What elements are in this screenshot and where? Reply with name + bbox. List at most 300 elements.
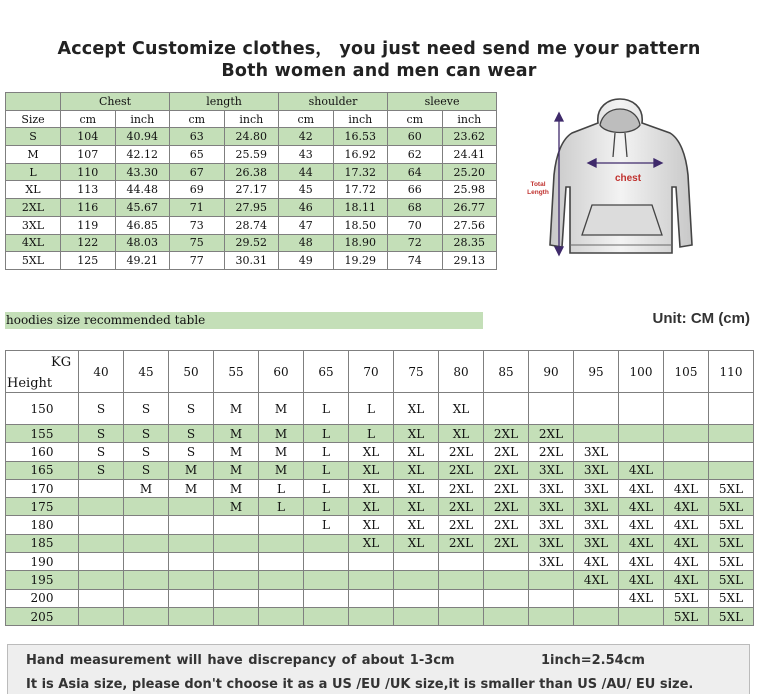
height-cell: 165	[6, 461, 79, 479]
total-length-label-2: Length	[527, 189, 549, 196]
unit-header: cm	[388, 110, 443, 128]
size-cell: XL	[394, 479, 439, 497]
unit-header: cm	[170, 110, 225, 128]
size-value-cell: 16.92	[333, 146, 388, 164]
size-cell: 2XL	[439, 498, 484, 516]
size-cell: 3XL	[529, 479, 574, 497]
hoodie-diagram	[520, 95, 735, 275]
size-cell: XL	[349, 516, 394, 534]
size-cell	[214, 553, 259, 571]
size-table-row	[6, 216, 497, 234]
size-cell	[169, 553, 214, 571]
size-name-cell: M	[6, 146, 61, 164]
size-value-cell: 62	[388, 146, 443, 164]
size-cell: XL	[394, 516, 439, 534]
size-cell	[439, 607, 484, 625]
size-cell: 5XL	[709, 553, 754, 571]
size-cell: XL	[394, 534, 439, 552]
size-cell	[304, 571, 349, 589]
size-cell	[439, 553, 484, 571]
size-cell	[619, 443, 664, 461]
size-cell: 4XL	[619, 516, 664, 534]
size-cell: 5XL	[709, 571, 754, 589]
size-cell: S	[124, 393, 169, 425]
size-table-corner	[6, 93, 61, 111]
size-cell	[349, 607, 394, 625]
size-cell: 4XL	[664, 479, 709, 497]
size-cell: 3XL	[529, 498, 574, 516]
size-value-cell: 49	[279, 252, 334, 270]
weight-header: 110	[709, 351, 754, 393]
size-value-cell: 48	[279, 234, 334, 252]
size-cell: XL	[349, 479, 394, 497]
size-value-cell: 70	[388, 216, 443, 234]
recommended-row	[6, 443, 754, 461]
size-cell	[79, 571, 124, 589]
unit-label: Unit: CM (cm)	[652, 310, 750, 327]
size-cell: XL	[394, 443, 439, 461]
size-cell: XL	[394, 393, 439, 425]
size-cell: 4XL	[619, 571, 664, 589]
size-cell: 3XL	[529, 553, 574, 571]
size-cell: S	[79, 443, 124, 461]
size-cell	[259, 516, 304, 534]
size-cell: S	[124, 425, 169, 443]
recommended-row	[6, 461, 754, 479]
size-cell	[79, 534, 124, 552]
unit-header: cm	[61, 110, 116, 128]
size-cell	[349, 571, 394, 589]
recommended-row	[6, 393, 754, 425]
size-cell	[664, 393, 709, 425]
size-cell	[304, 534, 349, 552]
size-cell	[124, 498, 169, 516]
size-cell: S	[79, 425, 124, 443]
size-cell	[529, 393, 574, 425]
size-cell: M	[259, 393, 304, 425]
size-cell	[619, 607, 664, 625]
size-cell: L	[259, 479, 304, 497]
height-cell: 160	[6, 443, 79, 461]
height-cell: 175	[6, 498, 79, 516]
size-value-cell: 43	[279, 146, 334, 164]
height-cell: 155	[6, 425, 79, 443]
size-cell: 5XL	[709, 607, 754, 625]
size-cell	[169, 498, 214, 516]
size-cell: M	[214, 461, 259, 479]
height-cell: 170	[6, 479, 79, 497]
header-line-1: Accept Customize clothes， you just need send me your pattern	[57, 39, 701, 59]
size-cell	[394, 553, 439, 571]
size-value-cell: 77	[170, 252, 225, 270]
size-group-header: Chest	[61, 93, 170, 111]
size-cell	[394, 589, 439, 607]
size-cell	[574, 607, 619, 625]
size-cell	[214, 571, 259, 589]
size-cell: 5XL	[664, 589, 709, 607]
size-table-row	[6, 128, 497, 146]
size-value-cell: 17.72	[333, 181, 388, 199]
size-cell	[79, 498, 124, 516]
size-cell: 5XL	[709, 534, 754, 552]
size-value-cell: 24.41	[442, 146, 497, 164]
size-name-cell: 4XL	[6, 234, 61, 252]
note-inch-conversion: 1inch=2.54cm	[541, 653, 645, 668]
size-cell: 2XL	[484, 479, 529, 497]
size-value-cell: 25.59	[224, 146, 279, 164]
size-cell: 4XL	[619, 461, 664, 479]
size-value-cell: 64	[388, 163, 443, 181]
size-cell: L	[304, 461, 349, 479]
size-cell	[124, 571, 169, 589]
size-table-unit-row	[6, 110, 497, 128]
size-table-row	[6, 163, 497, 181]
size-cell: 3XL	[529, 516, 574, 534]
size-cell	[214, 607, 259, 625]
size-value-cell: 75	[170, 234, 225, 252]
size-value-cell: 49.21	[115, 252, 170, 270]
size-value-cell: 119	[61, 216, 116, 234]
size-cell	[169, 589, 214, 607]
size-cell: XL	[349, 443, 394, 461]
size-cell: M	[169, 479, 214, 497]
size-value-cell: 73	[170, 216, 225, 234]
size-value-cell: 48.03	[115, 234, 170, 252]
size-table-row	[6, 234, 497, 252]
size-cell: 5XL	[664, 607, 709, 625]
size-cell	[574, 589, 619, 607]
size-value-cell: 30.31	[224, 252, 279, 270]
recommended-row	[6, 479, 754, 497]
size-value-cell: 18.50	[333, 216, 388, 234]
size-cell	[484, 553, 529, 571]
size-value-cell: 27.95	[224, 199, 279, 217]
weight-header: 90	[529, 351, 574, 393]
size-cell: L	[304, 425, 349, 443]
header-line-2: Both women and men can wear	[221, 61, 537, 81]
size-cell: S	[124, 443, 169, 461]
size-value-cell: 71	[170, 199, 225, 217]
unit-header: inch	[115, 110, 170, 128]
size-table-group-row	[6, 93, 497, 111]
size-name-cell: 5XL	[6, 252, 61, 270]
recommended-row	[6, 425, 754, 443]
size-name-cell: L	[6, 163, 61, 181]
size-cell: XL	[394, 461, 439, 479]
size-cell	[214, 589, 259, 607]
size-cell: L	[304, 393, 349, 425]
size-cell	[214, 516, 259, 534]
size-value-cell: 72	[388, 234, 443, 252]
size-group-header: length	[170, 93, 279, 111]
size-cell: M	[259, 461, 304, 479]
size-value-cell: 42	[279, 128, 334, 146]
total-length-label-1: Total	[530, 181, 546, 188]
size-group-header: sleeve	[388, 93, 497, 111]
size-cell: 3XL	[574, 461, 619, 479]
weight-header: 85	[484, 351, 529, 393]
size-cell: 4XL	[619, 553, 664, 571]
recommended-row	[6, 553, 754, 571]
size-cell	[124, 589, 169, 607]
size-name-cell: S	[6, 128, 61, 146]
size-cell: L	[349, 425, 394, 443]
size-value-cell: 28.74	[224, 216, 279, 234]
weight-header: 65	[304, 351, 349, 393]
size-cell	[79, 516, 124, 534]
chest-label: chest	[614, 173, 642, 184]
size-cell: S	[169, 425, 214, 443]
size-value-cell: 63	[170, 128, 225, 146]
kg-label: KG	[51, 355, 72, 370]
size-cell	[79, 553, 124, 571]
size-cell: XL	[349, 498, 394, 516]
size-value-cell: 46.85	[115, 216, 170, 234]
size-value-cell: 43.30	[115, 163, 170, 181]
size-cell	[349, 553, 394, 571]
recommended-row	[6, 498, 754, 516]
size-name-cell: 2XL	[6, 199, 61, 217]
note-discrepancy: Hand measurement will have discrepancy of about 1-3cm	[26, 653, 455, 668]
size-cell: 4XL	[619, 589, 664, 607]
size-cell: S	[79, 393, 124, 425]
size-value-cell: 18.11	[333, 199, 388, 217]
size-cell: M	[214, 425, 259, 443]
size-value-cell: 42.12	[115, 146, 170, 164]
size-cell	[709, 443, 754, 461]
unit-header: inch	[442, 110, 497, 128]
size-group-header: shoulder	[279, 93, 388, 111]
size-cell: 4XL	[664, 516, 709, 534]
size-cell	[169, 607, 214, 625]
size-cell: 4XL	[574, 553, 619, 571]
size-cell	[574, 393, 619, 425]
height-cell: 180	[6, 516, 79, 534]
unit-header: inch	[333, 110, 388, 128]
size-value-cell: 26.77	[442, 199, 497, 217]
size-value-cell: 26.38	[224, 163, 279, 181]
size-cell: 2XL	[439, 461, 484, 479]
size-value-cell: 23.62	[442, 128, 497, 146]
size-cell	[79, 589, 124, 607]
size-cell: M	[214, 498, 259, 516]
size-value-cell: 45	[279, 181, 334, 199]
size-cell: 3XL	[574, 534, 619, 552]
size-value-cell: 17.32	[333, 163, 388, 181]
size-cell: S	[79, 461, 124, 479]
size-cell: 3XL	[529, 534, 574, 552]
size-value-cell: 125	[61, 252, 116, 270]
size-cell	[484, 393, 529, 425]
size-cell: M	[259, 425, 304, 443]
size-cell: 2XL	[439, 479, 484, 497]
height-cell: 190	[6, 553, 79, 571]
size-cell: 3XL	[574, 516, 619, 534]
recommended-row	[6, 607, 754, 625]
size-value-cell: 68	[388, 199, 443, 217]
size-value-cell: 66	[388, 181, 443, 199]
size-cell: 2XL	[439, 534, 484, 552]
size-cell: L	[304, 498, 349, 516]
size-value-cell: 74	[388, 252, 443, 270]
size-value-cell: 44	[279, 163, 334, 181]
size-value-cell: 18.90	[333, 234, 388, 252]
size-cell	[259, 589, 304, 607]
size-cell	[79, 607, 124, 625]
size-cell	[169, 534, 214, 552]
size-cell: M	[214, 443, 259, 461]
size-value-cell: 65	[170, 146, 225, 164]
recommended-table-title: hoodies size recommended table	[5, 312, 483, 329]
size-cell: 2XL	[484, 498, 529, 516]
notes-box	[7, 644, 750, 694]
size-value-cell: 116	[61, 199, 116, 217]
size-cell	[214, 534, 259, 552]
height-cell: 195	[6, 571, 79, 589]
size-cell: 2XL	[484, 461, 529, 479]
size-value-cell: 25.98	[442, 181, 497, 199]
recommended-row	[6, 589, 754, 607]
recommended-row	[6, 571, 754, 589]
size-cell: 3XL	[574, 443, 619, 461]
size-cell: 2XL	[439, 516, 484, 534]
size-value-cell: 29.52	[224, 234, 279, 252]
size-cell	[574, 425, 619, 443]
weight-header: 50	[169, 351, 214, 393]
size-cell: 2XL	[484, 516, 529, 534]
size-cell: L	[304, 443, 349, 461]
size-cell: XL	[394, 425, 439, 443]
weight-header: 70	[349, 351, 394, 393]
size-value-cell: 67	[170, 163, 225, 181]
recommended-header-row	[6, 351, 754, 393]
size-value-cell: 107	[61, 146, 116, 164]
size-cell	[394, 571, 439, 589]
size-cell	[259, 571, 304, 589]
note-asia-size: It is Asia size, please don't choose it as a US /EU /UK size,it is smaller than US /AU/ EU size.	[26, 677, 694, 692]
size-cell: 2XL	[529, 443, 574, 461]
size-cell	[484, 607, 529, 625]
size-cell: 5XL	[709, 498, 754, 516]
weight-header: 40	[79, 351, 124, 393]
size-value-cell: 40.94	[115, 128, 170, 146]
size-cell: M	[214, 479, 259, 497]
size-cell: L	[304, 516, 349, 534]
size-cell: XL	[349, 534, 394, 552]
size-value-cell: 110	[61, 163, 116, 181]
size-cell	[259, 534, 304, 552]
size-cell: M	[169, 461, 214, 479]
size-cell: 2XL	[439, 443, 484, 461]
size-cell	[619, 393, 664, 425]
height-label: Height	[7, 376, 53, 391]
size-cell: 5XL	[709, 589, 754, 607]
height-cell: 150	[6, 393, 79, 425]
size-cell: S	[169, 393, 214, 425]
recommended-row	[6, 534, 754, 552]
height-cell: 185	[6, 534, 79, 552]
size-table-row	[6, 252, 497, 270]
size-value-cell: 19.29	[333, 252, 388, 270]
size-cell: S	[124, 461, 169, 479]
recommended-row	[6, 516, 754, 534]
weight-header: 100	[619, 351, 664, 393]
size-value-cell: 45.67	[115, 199, 170, 217]
size-cell: 3XL	[574, 479, 619, 497]
size-cell	[124, 534, 169, 552]
size-cell: L	[259, 498, 304, 516]
size-cell: 3XL	[574, 498, 619, 516]
size-cell: XL	[439, 393, 484, 425]
size-cell	[664, 425, 709, 443]
size-cell: 2XL	[484, 534, 529, 552]
weight-header: 55	[214, 351, 259, 393]
size-value-cell: 47	[279, 216, 334, 234]
size-cell: 3XL	[529, 461, 574, 479]
weight-header: 80	[439, 351, 484, 393]
size-cell	[304, 607, 349, 625]
size-value-cell: 28.35	[442, 234, 497, 252]
size-cell: 4XL	[664, 498, 709, 516]
size-cell	[79, 479, 124, 497]
size-cell: 4XL	[664, 553, 709, 571]
size-cell: L	[349, 393, 394, 425]
size-value-cell: 122	[61, 234, 116, 252]
size-value-cell: 60	[388, 128, 443, 146]
size-cell	[124, 516, 169, 534]
size-cell: 5XL	[709, 516, 754, 534]
size-value-cell: 27.56	[442, 216, 497, 234]
size-cell	[529, 607, 574, 625]
size-cell: 4XL	[664, 534, 709, 552]
size-cell: M	[259, 443, 304, 461]
size-cell: XL	[439, 425, 484, 443]
size-cell: 4XL	[619, 534, 664, 552]
weight-header: 105	[664, 351, 709, 393]
size-cell	[394, 607, 439, 625]
size-value-cell: 46	[279, 199, 334, 217]
size-chart-table	[5, 92, 497, 270]
size-value-cell: 27.17	[224, 181, 279, 199]
size-value-cell: 25.20	[442, 163, 497, 181]
size-cell	[169, 516, 214, 534]
size-cell	[304, 553, 349, 571]
size-cell	[169, 571, 214, 589]
size-cell	[709, 393, 754, 425]
size-value-cell: 113	[61, 181, 116, 199]
height-cell: 205	[6, 607, 79, 625]
size-cell	[259, 553, 304, 571]
size-cell	[439, 571, 484, 589]
size-cell: 4XL	[619, 498, 664, 516]
kg-height-header	[6, 351, 79, 393]
height-cell: 200	[6, 589, 79, 607]
size-cell	[664, 443, 709, 461]
size-cell: XL	[394, 498, 439, 516]
size-name-cell: XL	[6, 181, 61, 199]
size-cell: M	[124, 479, 169, 497]
size-name-cell: 3XL	[6, 216, 61, 234]
size-cell	[124, 607, 169, 625]
size-cell	[709, 425, 754, 443]
size-cell	[709, 461, 754, 479]
size-value-cell: 69	[170, 181, 225, 199]
size-value-cell: 29.13	[442, 252, 497, 270]
size-value-cell: 44.48	[115, 181, 170, 199]
size-column-header: Size	[6, 110, 61, 128]
size-cell	[484, 571, 529, 589]
size-cell: 2XL	[484, 443, 529, 461]
